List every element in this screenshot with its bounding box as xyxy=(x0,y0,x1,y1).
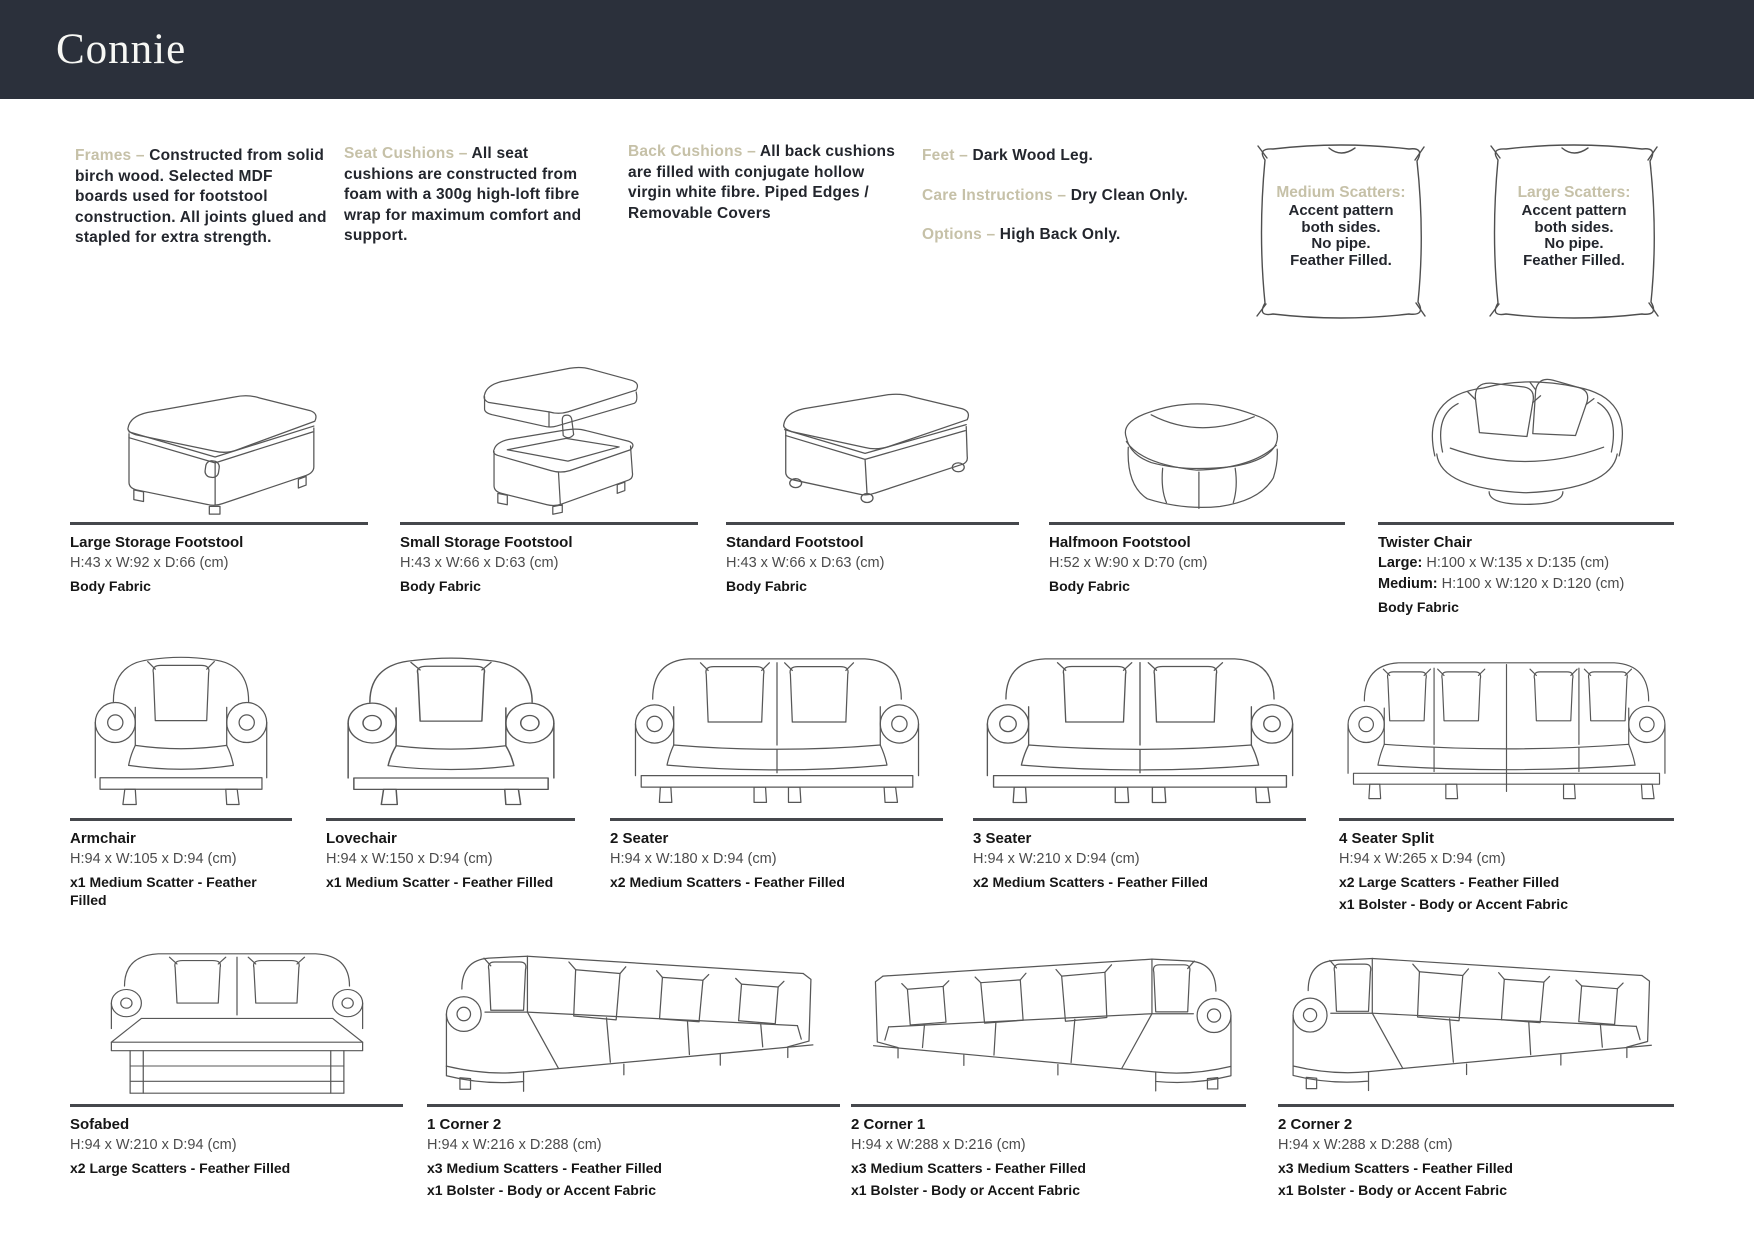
product-illustration xyxy=(326,630,575,814)
detail-options-text: High Back Only. xyxy=(999,226,1121,243)
product-card-standard-footstool xyxy=(726,330,1019,595)
product-scatter-info: x3 Medium Scatters - Feather Filled xyxy=(1278,1160,1513,1176)
scatter-detail-line: No pipe. xyxy=(1544,235,1604,252)
product-card-1-corner-2 xyxy=(427,928,840,1199)
four-seater-split-sofa-drawing xyxy=(1339,633,1674,814)
product-dimensions: H:94 x W:105 x D:94 (cm) xyxy=(70,851,237,867)
divider-line xyxy=(851,1104,1246,1107)
product-illustration xyxy=(973,630,1306,814)
product-illustration xyxy=(1278,928,1674,1100)
product-bolster-info: x1 Bolster - Body or Accent Fabric xyxy=(1339,896,1568,912)
size-value: H:100 x W:120 x D:120 (cm) xyxy=(1441,576,1625,592)
size-label: Medium: xyxy=(1378,576,1438,592)
large-storage-footstool-drawing xyxy=(93,368,345,518)
product-name: 2 Corner 1 xyxy=(851,1116,926,1133)
product-name: Armchair xyxy=(70,830,136,847)
divider-line xyxy=(726,522,1019,525)
product-scatter-info: x2 Large Scatters - Feather Filled xyxy=(70,1160,291,1176)
product-fabric: Body Fabric xyxy=(70,578,151,594)
product-card-armchair xyxy=(70,630,292,909)
three-seater-sofa-drawing xyxy=(975,632,1305,814)
product-scatter-info: x1 Medium Scatter - Feather Filled xyxy=(326,874,554,890)
product-dimensions: H:94 x W:216 x D:288 (cm) xyxy=(427,1137,602,1153)
divider-line xyxy=(610,818,943,821)
product-name: Sofabed xyxy=(70,1116,130,1133)
product-dimensions: H:94 x W:288 x D:216 (cm) xyxy=(851,1137,1026,1153)
product-dimensions: H:94 x W:210 x D:94 (cm) xyxy=(70,1137,237,1153)
product-illustration xyxy=(70,330,368,518)
two-seater-sofa-drawing xyxy=(624,632,930,814)
product-card-2-seater xyxy=(610,630,943,891)
divider-line xyxy=(1278,1104,1674,1107)
divider-line xyxy=(326,818,575,821)
product-scatter-info: x1 Medium Scatter - Feather Filled xyxy=(70,874,257,908)
product-card-3-seater xyxy=(973,630,1306,891)
product-name: Halfmoon Footstool xyxy=(1049,534,1191,551)
product-dimensions: H:94 x W:180 x D:94 (cm) xyxy=(610,851,777,867)
product-illustration xyxy=(70,928,403,1100)
product-name: 2 Corner 2 xyxy=(1278,1116,1353,1133)
header-bar xyxy=(0,0,1754,99)
armchair-drawing xyxy=(81,633,281,814)
product-illustration xyxy=(1378,330,1674,518)
large-scatters-title: Large Scatters: xyxy=(1517,184,1631,201)
divider-line xyxy=(1378,522,1674,525)
lovechair-drawing xyxy=(331,634,571,814)
detail-feet-text: Dark Wood Leg. xyxy=(972,147,1094,164)
product-fabric: Body Fabric xyxy=(1378,599,1459,615)
product-bolster-info: x1 Bolster - Body or Accent Fabric xyxy=(1278,1182,1507,1198)
scatter-detail-line: No pipe. xyxy=(1311,235,1371,252)
spec-seat-cushions-label: Seat Cushions – xyxy=(344,145,468,162)
product-scatter-info: x2 Large Scatters - Feather Filled xyxy=(1339,874,1560,890)
product-scatter-info: x3 Medium Scatters - Feather Filled xyxy=(851,1160,1086,1176)
product-name: 1 Corner 2 xyxy=(427,1116,502,1133)
product-name: Twister Chair xyxy=(1378,534,1472,551)
product-fabric: Body Fabric xyxy=(400,578,481,594)
product-illustration xyxy=(427,928,840,1100)
product-name: 4 Seater Split xyxy=(1339,830,1435,847)
divider-line xyxy=(70,818,292,821)
detail-care xyxy=(922,186,1222,207)
detail-options-label: Options – xyxy=(922,226,996,243)
spec-back-cushions xyxy=(628,142,906,224)
page-title: Connie xyxy=(56,26,187,73)
product-name: 3 Seater xyxy=(973,830,1032,847)
product-dimensions: H:94 x W:288 x D:288 (cm) xyxy=(1278,1137,1453,1153)
product-size-medium xyxy=(1378,575,1674,594)
divider-line xyxy=(973,818,1306,821)
spec-frames xyxy=(75,146,327,249)
product-card-sofabed xyxy=(70,928,403,1177)
divider-line xyxy=(1049,522,1345,525)
product-name: Standard Footstool xyxy=(726,534,864,551)
product-name: Lovechair xyxy=(326,830,397,847)
scatter-detail-line: Feather Filled. xyxy=(1290,251,1392,269)
scatter-detail-line: both sides. xyxy=(1301,218,1381,236)
product-size-large xyxy=(1378,554,1674,573)
halfmoon-footstool-drawing xyxy=(1092,367,1302,518)
medium-scatters-title: Medium Scatters: xyxy=(1276,184,1406,201)
product-bolster-info: x1 Bolster - Body or Accent Fabric xyxy=(851,1182,1080,1198)
product-dimensions: H:94 x W:210 x D:94 (cm) xyxy=(973,851,1140,867)
spec-frames-text: Constructed from solid birch wood. Selected MDF boards used for footstool construction. All joints glued and stapled for extra strength. xyxy=(75,147,327,246)
product-illustration xyxy=(610,630,943,814)
size-label: Large: xyxy=(1378,555,1423,571)
product-fabric: Body Fabric xyxy=(726,578,807,594)
product-name: 2 Seater xyxy=(610,830,669,847)
product-fabric: Body Fabric xyxy=(1049,578,1130,594)
divider-line xyxy=(400,522,698,525)
product-illustration xyxy=(400,330,698,518)
product-name: Small Storage Footstool xyxy=(400,534,573,551)
product-dimensions: H:43 x W:66 x D:63 (cm) xyxy=(400,555,559,571)
product-scatter-info: x3 Medium Scatters - Feather Filled xyxy=(427,1160,662,1176)
product-card-small-storage-footstool xyxy=(400,330,698,595)
product-card-lovechair xyxy=(326,630,575,891)
spec-back-cushions-label: Back Cushions – xyxy=(628,143,756,160)
scatter-detail-line: Accent pattern xyxy=(1521,202,1627,219)
product-illustration xyxy=(1049,330,1345,518)
product-card-halfmoon-footstool xyxy=(1049,330,1345,595)
twister-chair-drawing xyxy=(1390,355,1662,518)
detail-options xyxy=(922,225,1222,246)
product-scatter-info: x2 Medium Scatters - Feather Filled xyxy=(973,874,1208,890)
scatter-detail-line: Accent pattern xyxy=(1288,202,1394,219)
divider-line xyxy=(70,522,368,525)
sofabed-drawing xyxy=(87,930,387,1100)
one-corner-two-sofa-drawing xyxy=(431,931,836,1100)
detail-feet xyxy=(922,146,1222,167)
large-scatters-text xyxy=(1476,184,1672,269)
detail-feet-label: Feet – xyxy=(922,147,968,164)
medium-scatters-card xyxy=(1243,136,1439,326)
spec-seat-cushions-text: All seat cushions are constructed from foam with a 300g high-loft fibre wrap for maximum comfort and support. xyxy=(344,145,582,244)
large-scatters-card xyxy=(1476,136,1672,326)
product-card-2-corner-2 xyxy=(1278,928,1674,1199)
product-illustration xyxy=(1339,630,1674,814)
divider-line xyxy=(1339,818,1674,821)
product-dimensions: H:52 x W:90 x D:70 (cm) xyxy=(1049,555,1208,571)
divider-line xyxy=(427,1104,840,1107)
product-dimensions: H:43 x W:66 x D:63 (cm) xyxy=(726,555,885,571)
product-card-large-storage-footstool xyxy=(70,330,368,595)
product-dimensions: H:43 x W:92 x D:66 (cm) xyxy=(70,555,229,571)
two-corner-two-sofa-drawing xyxy=(1278,933,1674,1100)
spec-back-cushions-text: All back cushions are filled with conjugate hollow virgin white fibre. Piped Edges / Removable Covers xyxy=(628,143,896,222)
product-bolster-info: x1 Bolster - Body or Accent Fabric xyxy=(427,1182,656,1198)
product-card-4-seater-split xyxy=(1339,630,1674,913)
spec-seat-cushions xyxy=(344,144,584,247)
product-illustration xyxy=(851,928,1246,1100)
divider-line xyxy=(70,1104,403,1107)
product-illustration xyxy=(70,630,292,814)
detail-care-label: Care Instructions – xyxy=(922,186,1067,204)
product-scatter-info: x2 Medium Scatters - Feather Filled xyxy=(610,874,845,890)
two-corner-one-sofa-drawing xyxy=(851,934,1246,1100)
product-card-twister-chair xyxy=(1378,330,1674,616)
product-card-2-corner-1 xyxy=(851,928,1246,1199)
spec-frames-label: Frames – xyxy=(75,147,145,164)
scatter-detail-line: both sides. xyxy=(1534,218,1614,236)
product-name: Large Storage Footstool xyxy=(70,534,244,551)
standard-footstool-drawing xyxy=(754,369,992,518)
medium-scatters-text xyxy=(1243,184,1439,269)
product-illustration xyxy=(726,330,1019,518)
scatter-detail-line: Feather Filled. xyxy=(1523,251,1625,269)
product-dimensions: H:94 x W:150 x D:94 (cm) xyxy=(326,851,493,867)
size-value: H:100 x W:135 x D:135 (cm) xyxy=(1426,555,1610,571)
detail-care-text: Dry Clean Only. xyxy=(1070,186,1188,204)
product-dimensions: H:94 x W:265 x D:94 (cm) xyxy=(1339,851,1506,867)
small-storage-footstool-drawing xyxy=(435,355,663,518)
detail-list xyxy=(922,146,1222,265)
